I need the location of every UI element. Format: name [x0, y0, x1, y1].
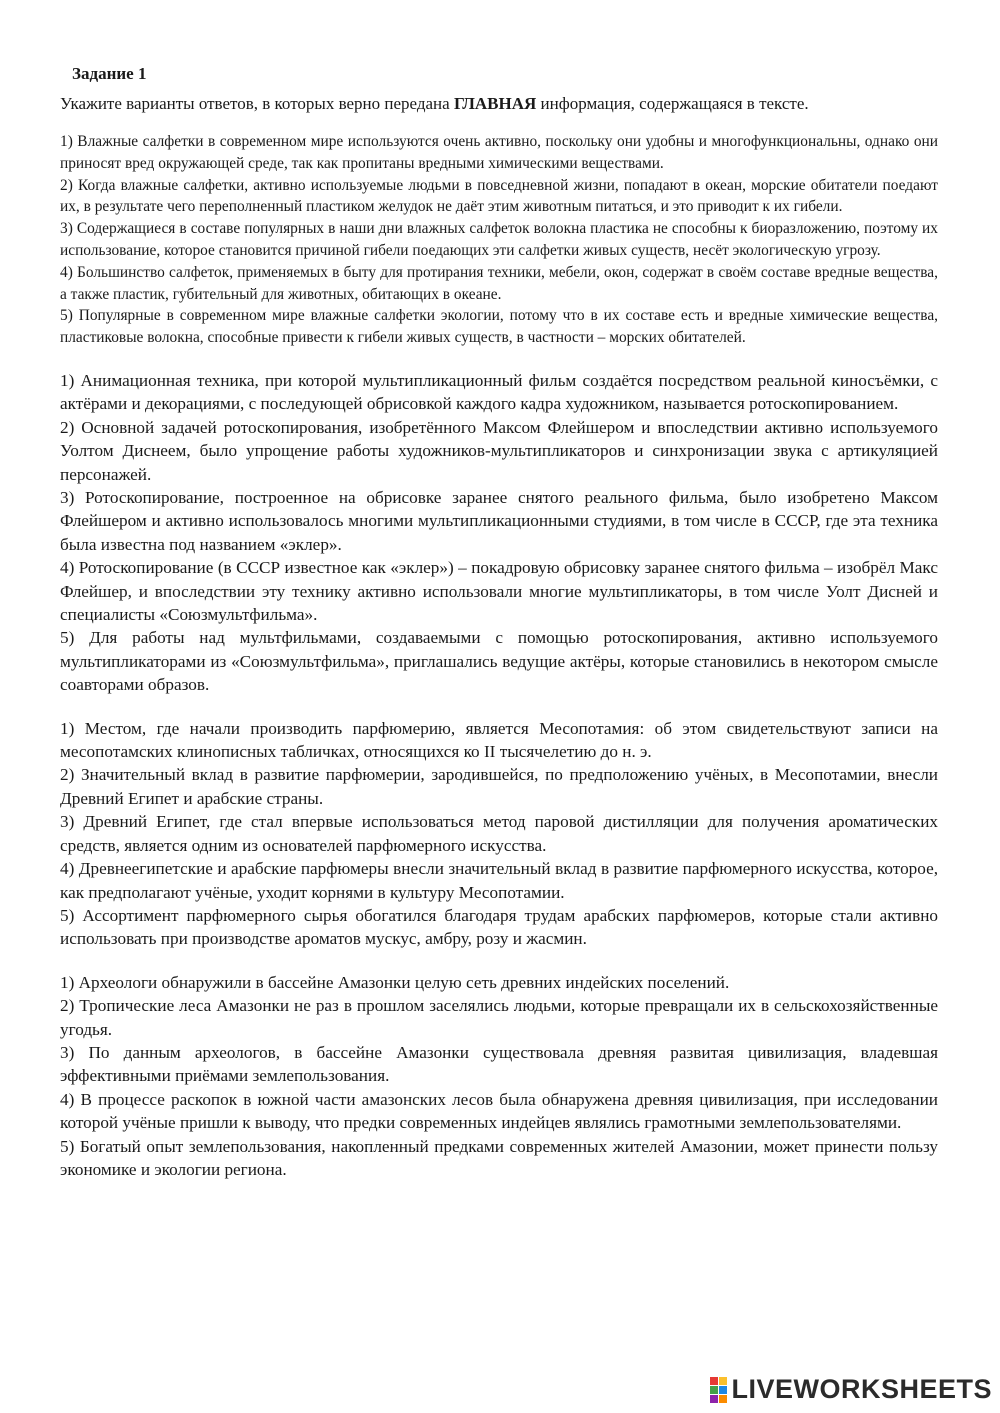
answer-option: 4) Ротоскопирование (в СССР известное как «эклер») – покадровую обрисовку заранее снятого фильма – изобрёл Макс Флейшер, и впоследствии эту технику активно использовали многие мультипликаторы, в том числе Уолт Дисней и специалисты «Союзмультфильма».	[60, 558, 938, 625]
question-group-rotoscoping	[60, 369, 938, 697]
answer-option: 5) Популярные в современном мире влажные салфетки экологии, потому что в их составе есть и вредные химические вещества, пластиковые волокна, способные привести к гибели живых существ, в частности – морских обитателей.	[60, 307, 938, 347]
worksheet-page	[60, 62, 938, 1181]
task-title: Задание 1	[72, 64, 147, 83]
answer-option: 2) Тропические леса Амазонки не раз в прошлом заселялись людьми, которые превращали их в сельскохозяйственные угодья.	[60, 996, 938, 1039]
watermark-text: LIVEWORKSHEETS	[731, 1374, 992, 1404]
instruction-text-start: Укажите варианты ответов, в которых верно передана	[60, 94, 454, 113]
task-instruction	[60, 90, 938, 117]
liveworksheets-logo-icon	[710, 1377, 727, 1403]
answer-option: 1) Влажные салфетки в современном мире используются очень активно, поскольку они удобны и многофункциональны, однако они приносят вред окружающей среде, так как пропитаны вредными химическими веществами.	[60, 133, 938, 172]
answer-option: 4) Древнеегипетские и арабские парфюмеры внесли значительный вклад в развитие парфюмерного искусства, которое, как предполагают учёные, уходит корнями в культуру Месопотамии.	[60, 859, 938, 902]
answer-option: 2) Значительный вклад в развитие парфюмерии, зародившейся, по предположению учёных, в Месопотамии, внесли Древний Египет и арабские страны.	[60, 765, 938, 808]
question-group-amazon	[60, 971, 938, 1182]
logo-square	[710, 1395, 718, 1403]
instruction-text-end: информация, содержащаяся в тексте.	[536, 94, 809, 113]
answer-option: 1) Анимационная техника, при которой мультипликационный фильм создаётся посредством реальной киносъёмки, с актёрами и декорациями, с последующей обрисовкой каждого кадра художником, называется ротоскопированием.	[60, 370, 938, 414]
logo-square	[710, 1377, 718, 1385]
liveworksheets-watermark	[710, 1374, 992, 1405]
answer-option: 5) Ассортимент парфюмерного сырья обогатился благодаря трудам арабских парфюмеров, которые стали активно использовать при производстве ароматов мускус, амбру, розу и жасмин.	[60, 905, 938, 949]
answer-option: 5) Богатый опыт землепользования, накопленный предками современных жителей Амазонии, может принести пользу экономике и экологии региона.	[60, 1136, 938, 1179]
logo-square	[719, 1386, 727, 1394]
answer-option: 2) Когда влажные салфетки, активно используемые людьми в повседневной жизни, попадают в океан, морские обитатели поедают их, в результате чего переполненный пластиком желудок не даёт этим животным питаться, и это приводит к их гибели.	[60, 176, 938, 216]
question-group-wipes	[60, 131, 938, 349]
answer-option: 3) По данным археологов, в бассейне Амазонки существовала древняя развитая цивилизация, владевшая эффективными приёмами землепользования.	[60, 1042, 938, 1086]
answer-option: 2) Основной задачей ротоскопирования, изобретённого Максом Флейшером и впоследствии активно используемого Уолтом Диснеем, было упрощение работы художников-мультипликаторов и синхронизации звука с артикуляцией персонажей.	[60, 417, 938, 484]
answer-option: 3) Ротоскопирование, построенное на обрисовке заранее снятого реального фильма, было изобретено Максом Флейшером и активно использовалось многими мультипликационными студиями, в том числе в СССР, где эта техника была известна под названием «эклер».	[60, 488, 938, 554]
logo-square	[719, 1395, 727, 1403]
logo-square	[719, 1377, 727, 1385]
answer-option: 5) Для работы над мультфильмами, создаваемыми с помощью ротоскопирования, активно используемого мультипликаторами из «Союзмультфильма», приглашались ведущие актёры, которые становились в некотором смысле соавторами образов.	[60, 628, 938, 695]
answer-option: 3) Древний Египет, где стал впервые использоваться метод паровой дистилляции для получения ароматических средств, является одним из основателей парфюмерного искусства.	[60, 812, 938, 855]
question-group-perfumery	[60, 717, 938, 951]
answer-option: 4) Большинство салфеток, применяемых в быту для протирания техники, мебели, окон, содержат в своём составе вредные вещества, а также пластик, губительный для животных, обитающих в океане.	[60, 263, 938, 303]
instruction-emphasis: ГЛАВНАЯ	[453, 94, 537, 113]
answer-option: 4) В процессе раскопок в южной части амазонских лесов была обнаружена древняя цивилизация, при исследовании которой учёные пришли к выводу, что предки современных индейцев являлись грамотными землепользователями.	[60, 1089, 938, 1133]
answer-option: 1) Местом, где начали производить парфюмерию, является Месопотамия: об этом свидетельствуют записи на месопотамских клинописных табличках, относящихся ко II тысячелетию до н. э.	[60, 718, 938, 762]
logo-square	[710, 1386, 718, 1394]
answer-option: 3) Содержащиеся в составе популярных в наши дни влажных салфеток волокна пластика не способны к биоразложению, поэтому их использование, которое становится причиной гибели поедающих эти салфетки живых существ, несёт экологическую угрозу.	[60, 220, 938, 259]
answer-option: 1) Археологи обнаружили в бассейне Амазонки целую сеть древних индейских поселений.	[60, 972, 730, 992]
